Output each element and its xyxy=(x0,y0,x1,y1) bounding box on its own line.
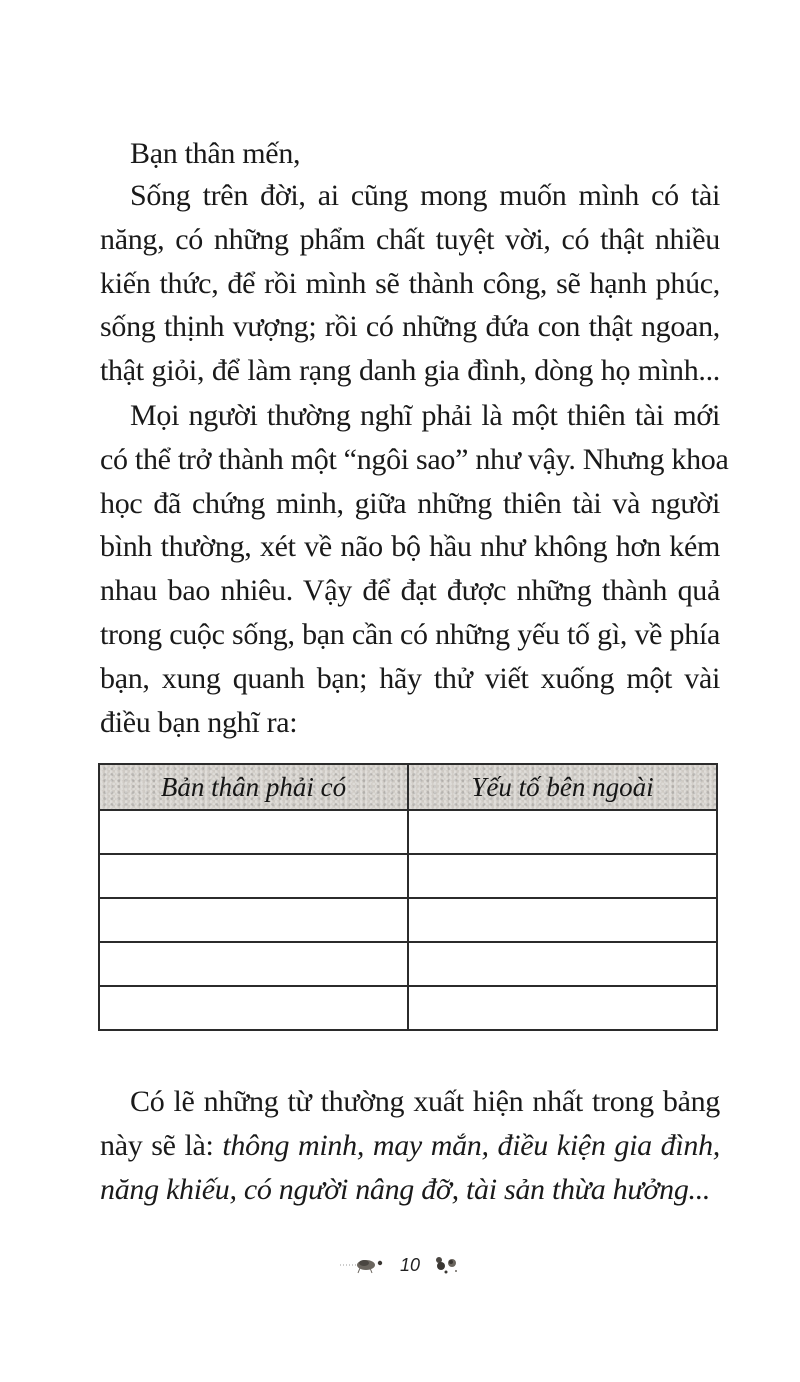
paragraph-1-line: sống thịnh vượng; rồi có những đứa con thật ngoan, xyxy=(100,310,720,344)
blank-cell-external xyxy=(408,854,717,898)
paragraph-3-prefix: này sẽ là: xyxy=(100,1128,223,1162)
table-row xyxy=(99,810,717,854)
paragraph-3-italic-list: thông minh, may mắn, điều kiện gia đình, xyxy=(222,1128,720,1162)
paragraph-3-line: Có lẽ những từ thường xuất hiện nhất trong bảng xyxy=(130,1085,720,1118)
ink-splatter-icon xyxy=(338,1255,388,1275)
blank-cell-self xyxy=(99,898,408,942)
page-number: 10 xyxy=(399,1254,421,1275)
blank-cell-external xyxy=(408,810,717,854)
paragraph-2 xyxy=(100,394,729,744)
table-row xyxy=(99,942,717,986)
greeting xyxy=(130,132,720,176)
greeting-text: Bạn thân mến, xyxy=(130,137,301,170)
paragraph-3-line xyxy=(100,1124,720,1168)
blank-cell-external xyxy=(408,986,717,1030)
blank-cell-external xyxy=(408,942,717,986)
worksheet-table xyxy=(98,763,718,1031)
paragraph-2-line: nhau bao nhiêu. Vậy để đạt được những thành quả xyxy=(100,574,720,608)
header-external-factors: Yếu tố bên ngoài xyxy=(408,764,717,810)
paragraph-2-line: bạn, xung quanh bạn; hãy thử viết xuống một vài xyxy=(100,661,720,695)
table-row xyxy=(99,854,717,898)
worksheet-table-container xyxy=(98,763,718,1031)
table-row xyxy=(99,898,717,942)
paragraph-2-line: Mọi người thường nghĩ phải là một thiên tài mới xyxy=(130,399,720,432)
page-footer xyxy=(0,1250,800,1280)
paragraph-3 xyxy=(100,1080,720,1211)
blank-cell-self xyxy=(99,810,408,854)
paragraph-2-line: bình thường, xét về não bộ hầu như không hơn kém xyxy=(100,530,720,564)
paragraph-1 xyxy=(100,174,720,393)
blank-cell-self xyxy=(99,854,408,898)
paragraph-2-line: học đã chứng minh, giữa những thiên tài và người xyxy=(100,486,720,520)
ink-splatter-icon xyxy=(432,1254,462,1276)
header-self-qualities: Bản thân phải có xyxy=(99,764,408,810)
paragraph-1-line: Sống trên đời, ai cũng mong muốn mình có tài xyxy=(130,179,720,212)
paragraph-2-line: điều bạn nghĩ ra: xyxy=(100,705,298,739)
table-header-row xyxy=(99,764,717,810)
paragraph-2-line: có thể trở thành một “ngôi sao” như vậy. Nhưng khoa xyxy=(100,442,729,476)
blank-cell-external xyxy=(408,898,717,942)
table-row xyxy=(99,986,717,1030)
blank-cell-self xyxy=(99,986,408,1030)
paragraph-2-line: trong cuộc sống, bạn cần có những yếu tố gì, về phía xyxy=(100,617,720,651)
paragraph-1-line: năng, có những phẩm chất tuyệt vời, có thật nhiều xyxy=(100,222,720,256)
paragraph-1-line: kiến thức, để rồi mình sẽ thành công, sẽ hạnh phúc, xyxy=(100,266,720,300)
paragraph-1-line: thật giỏi, để làm rạng danh gia đình, dòng họ mình... xyxy=(100,354,720,388)
paragraph-3-italic-list: năng khiếu, có người nâng đỡ, tài sản thừa hưởng... xyxy=(100,1172,711,1206)
blank-cell-self xyxy=(99,942,408,986)
